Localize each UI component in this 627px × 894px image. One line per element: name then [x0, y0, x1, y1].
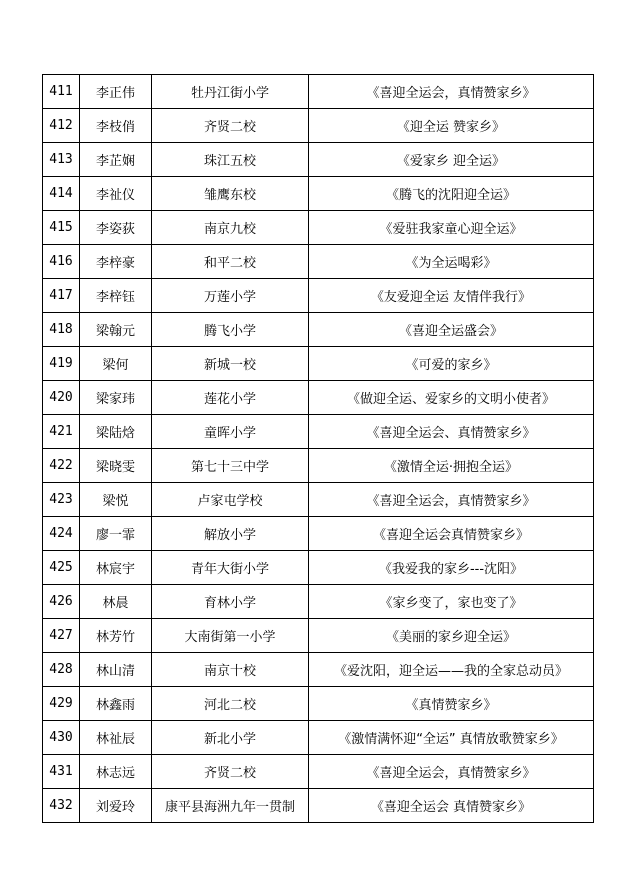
- student-name: 李祉仪: [80, 177, 152, 211]
- student-name: 李芷娴: [80, 143, 152, 177]
- row-number: 431: [43, 755, 80, 789]
- table-row: [43, 109, 594, 143]
- student-name: 梁何: [80, 347, 152, 381]
- table-row: [43, 483, 594, 517]
- table-row: [43, 143, 594, 177]
- work-title: 《喜迎全运会真情赞家乡》: [309, 517, 594, 551]
- student-name: 刘爱玲: [80, 789, 152, 823]
- table-row: [43, 551, 594, 585]
- student-name: 林祉辰: [80, 721, 152, 755]
- student-name: 林晨: [80, 585, 152, 619]
- school-name: 齐贤二校: [152, 109, 309, 143]
- school-name: 新北小学: [152, 721, 309, 755]
- school-name: 齐贤二校: [152, 755, 309, 789]
- row-number: 414: [43, 177, 80, 211]
- row-number: 413: [43, 143, 80, 177]
- student-name: 林山清: [80, 653, 152, 687]
- school-name: 童晖小学: [152, 415, 309, 449]
- student-name: 梁家玮: [80, 381, 152, 415]
- student-name: 林芳竹: [80, 619, 152, 653]
- work-title: 《为全运喝彩》: [309, 245, 594, 279]
- work-title: 《爱驻我家童心迎全运》: [309, 211, 594, 245]
- roster-table: [42, 74, 594, 823]
- school-name: 河北二校: [152, 687, 309, 721]
- row-number: 423: [43, 483, 80, 517]
- student-name: 林鑫雨: [80, 687, 152, 721]
- row-number: 418: [43, 313, 80, 347]
- work-title: 《喜迎全运会 真情赞家乡》: [309, 789, 594, 823]
- school-name: 莲花小学: [152, 381, 309, 415]
- table-row: [43, 313, 594, 347]
- work-title: 《喜迎全运会、真情赞家乡》: [309, 415, 594, 449]
- table-row: [43, 75, 594, 109]
- table-row: [43, 415, 594, 449]
- table-row: [43, 449, 594, 483]
- row-number: 429: [43, 687, 80, 721]
- school-name: 育林小学: [152, 585, 309, 619]
- row-number: 420: [43, 381, 80, 415]
- work-title: 《可爱的家乡》: [309, 347, 594, 381]
- student-name: 林志远: [80, 755, 152, 789]
- row-number: 412: [43, 109, 80, 143]
- school-name: 解放小学: [152, 517, 309, 551]
- student-name: 梁晓雯: [80, 449, 152, 483]
- school-name: 卢家屯学校: [152, 483, 309, 517]
- school-name: 康平县海洲九年一贯制: [152, 789, 309, 823]
- row-number: 417: [43, 279, 80, 313]
- work-title: 《激情满怀迎“全运” 真情放歌赞家乡》: [309, 721, 594, 755]
- work-title: 《腾飞的沈阳迎全运》: [309, 177, 594, 211]
- student-name: 廖一霏: [80, 517, 152, 551]
- student-name: 李姿荻: [80, 211, 152, 245]
- work-title: 《我爱我的家乡---沈阳》: [309, 551, 594, 585]
- school-name: 青年大街小学: [152, 551, 309, 585]
- school-name: 大南街第一小学: [152, 619, 309, 653]
- school-name: 腾飞小学: [152, 313, 309, 347]
- school-name: 珠江五校: [152, 143, 309, 177]
- work-title: 《真情赞家乡》: [309, 687, 594, 721]
- school-name: 新城一校: [152, 347, 309, 381]
- work-title: 《爱家乡 迎全运》: [309, 143, 594, 177]
- student-name: 林宸宇: [80, 551, 152, 585]
- row-number: 427: [43, 619, 80, 653]
- table-row: [43, 789, 594, 823]
- student-name: 梁陆焓: [80, 415, 152, 449]
- work-title: 《喜迎全运会，真情赞家乡》: [309, 75, 594, 109]
- student-name: 李正伟: [80, 75, 152, 109]
- row-number: 411: [43, 75, 80, 109]
- row-number: 415: [43, 211, 80, 245]
- work-title: 《做迎全运、爱家乡的文明小使者》: [309, 381, 594, 415]
- work-title: 《喜迎全运会，真情赞家乡》: [309, 755, 594, 789]
- table-row: [43, 619, 594, 653]
- student-name: 梁翰元: [80, 313, 152, 347]
- school-name: 和平二校: [152, 245, 309, 279]
- work-title: 《激情全运·拥抱全运》: [309, 449, 594, 483]
- table-row: [43, 347, 594, 381]
- work-title: 《迎全运 赞家乡》: [309, 109, 594, 143]
- student-name: 李梓钰: [80, 279, 152, 313]
- row-number: 425: [43, 551, 80, 585]
- table-row: [43, 211, 594, 245]
- school-name: 雏鹰东校: [152, 177, 309, 211]
- school-name: 牡丹江街小学: [152, 75, 309, 109]
- row-number: 416: [43, 245, 80, 279]
- table-row: [43, 653, 594, 687]
- table-row: [43, 687, 594, 721]
- row-number: 432: [43, 789, 80, 823]
- row-number: 424: [43, 517, 80, 551]
- work-title: 《喜迎全运会，真情赞家乡》: [309, 483, 594, 517]
- student-name: 李枝俏: [80, 109, 152, 143]
- table-row: [43, 721, 594, 755]
- table-row: [43, 585, 594, 619]
- row-number: 428: [43, 653, 80, 687]
- work-title: 《爱沈阳，迎全运——我的全家总动员》: [309, 653, 594, 687]
- row-number: 419: [43, 347, 80, 381]
- school-name: 万莲小学: [152, 279, 309, 313]
- school-name: 第七十三中学: [152, 449, 309, 483]
- school-name: 南京十校: [152, 653, 309, 687]
- school-name: 南京九校: [152, 211, 309, 245]
- table-row: [43, 279, 594, 313]
- table-row: [43, 755, 594, 789]
- student-name: 梁悦: [80, 483, 152, 517]
- work-title: 《美丽的家乡迎全运》: [309, 619, 594, 653]
- table-row: [43, 245, 594, 279]
- work-title: 《家乡变了，家也变了》: [309, 585, 594, 619]
- work-title: 《喜迎全运盛会》: [309, 313, 594, 347]
- row-number: 421: [43, 415, 80, 449]
- row-number: 430: [43, 721, 80, 755]
- table-row: [43, 177, 594, 211]
- table-row: [43, 517, 594, 551]
- table-row: [43, 381, 594, 415]
- row-number: 422: [43, 449, 80, 483]
- student-name: 李梓豪: [80, 245, 152, 279]
- work-title: 《友爱迎全运 友情伴我行》: [309, 279, 594, 313]
- row-number: 426: [43, 585, 80, 619]
